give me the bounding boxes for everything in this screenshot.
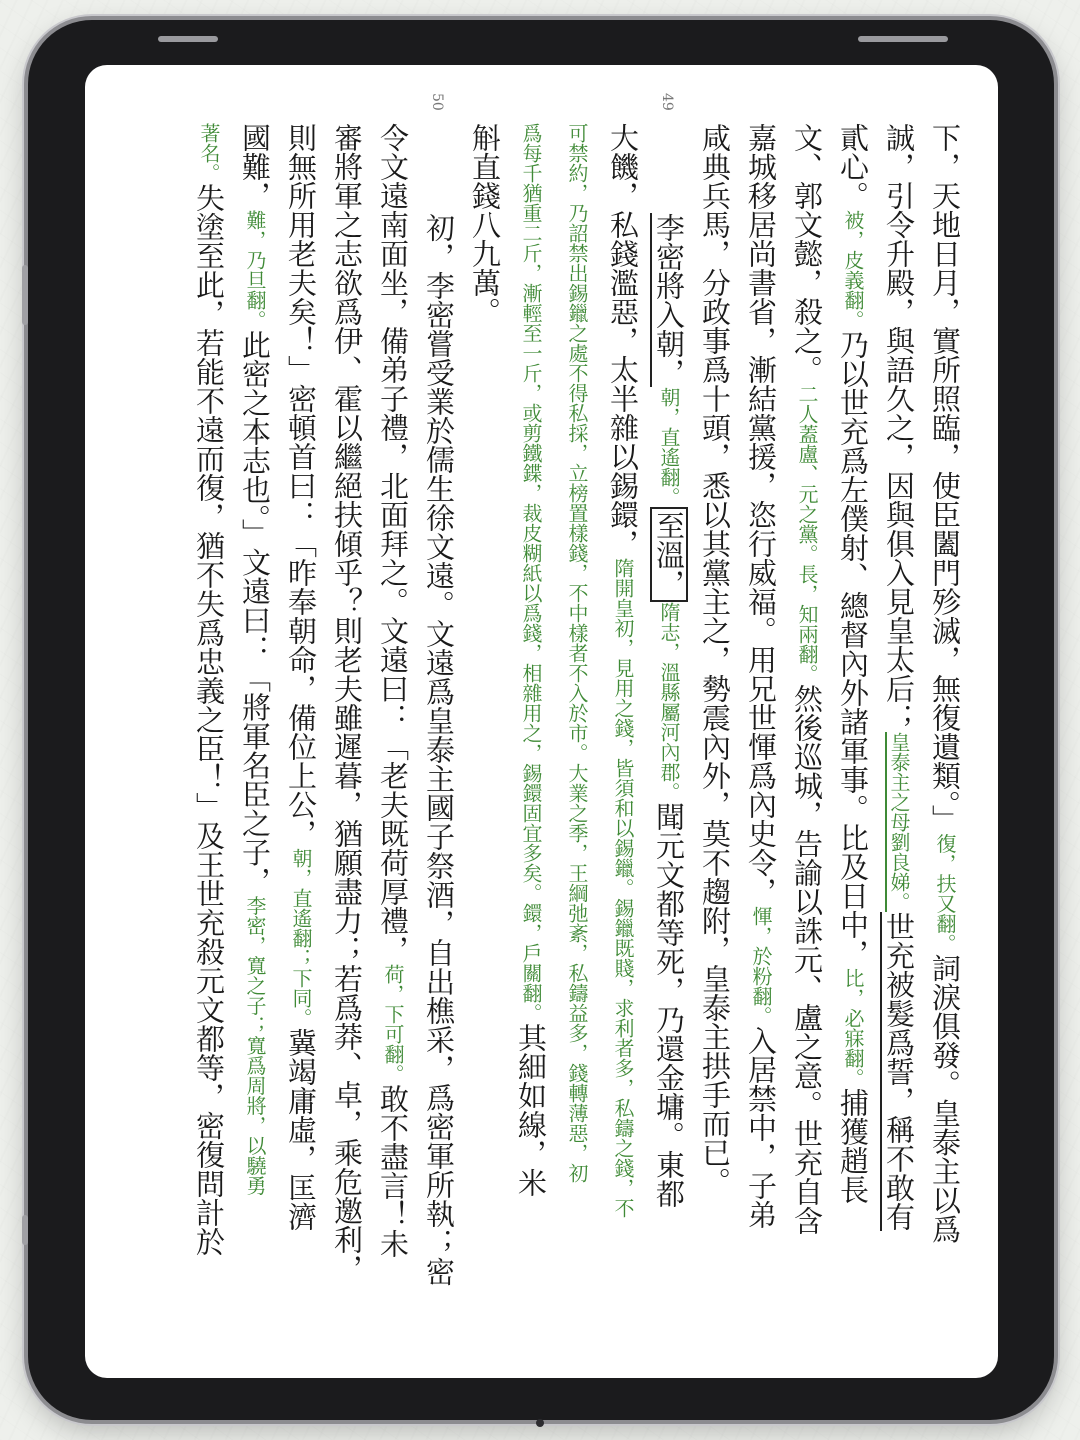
annotation: 朝，直遙翻。	[657, 387, 681, 507]
annotation: 荷，下可翻。	[381, 964, 405, 1084]
text-column: 大饑，私錢濫惡，太半雜以錫鐶，隋開皇初，見用之錢，皆須和以錫鑞。錫鑞既賤，求利者多，私鑄之錢，不	[606, 123, 640, 1218]
annotation: 比，必寐翻。	[841, 968, 865, 1088]
text-column: 嘉城移居尚書省，漸結黨援，恣行威福。用兄世惲爲內史令，惲，於粉翻。入居禁中，子弟	[744, 123, 778, 1229]
text-column: 著名。失塗至此，若能不遠而復，猶不失爲忠義之臣！」及王世充殺元文都等，密復問計於	[192, 123, 226, 1256]
annotation: 著名。	[197, 123, 221, 183]
annotation: 惲，於粉翻。	[749, 906, 773, 1026]
reader-screen[interactable]	[85, 65, 998, 1378]
annotation: 被，皮義翻。	[841, 210, 865, 330]
top-button[interactable]	[158, 36, 218, 42]
paragraph-number: 50	[429, 93, 445, 111]
text-column: 50 初，李密嘗受業於儒生徐文遠。文遠爲皇泰主國子祭酒，自出樵采，爲密軍所執；密	[416, 123, 462, 1313]
paragraph-number: 49	[659, 93, 675, 111]
volume-button[interactable]	[858, 36, 948, 42]
annotation: 二人蓋盧、元之黨。長，知兩翻。	[795, 384, 819, 684]
text-column: 49 李密將入朝，朝，直遙翻。至溫，隋志，溫縣屬河內郡。聞元文都等死，乃還金墉。東都	[646, 123, 692, 1313]
vertical-text-page	[115, 93, 968, 1323]
text-column: 文、郭文懿，殺之。二人蓋盧、元之黨。長，知兩翻。然後巡城，告諭以誅元、盧之意。世充自含	[790, 123, 824, 1235]
annotation: 隋開皇初，見用之錢，皆須和以錫鑞。錫鑞既賤，求利者多，私鑄之錢，不	[611, 558, 635, 1218]
text-column: 下，天地日月，實所照臨，使臣闔門殄滅，無復遺類。」復，扶又翻。詞淚俱發。皇泰主以爲	[928, 123, 962, 1244]
text-column: 誠，引令升殿，與語久之，因與俱入見皇太后；皇泰主之母劉良娣。世充被髮爲誓，稱不敢有	[882, 123, 916, 1231]
text-column: 國難，難，乃旦翻。此密之本志也。」文遠曰：「將軍名臣之子，李密，寬之子；寬爲周將，以驍勇	[238, 123, 272, 1196]
annotation: 皇泰主之母劉良娣。	[887, 732, 911, 912]
annotation: 難，乃旦翻。	[243, 210, 267, 330]
annotation-column: 可禁約，乃詔禁出錫鑞之處不得私採，立榜置樣錢，不中樣者不入於市。大業之季，王綱弛紊，私鑄益多，錢轉薄惡，初	[565, 123, 589, 1183]
annotation: 隋志，溫縣屬河內郡。	[657, 602, 681, 802]
text-column: 審將軍之志欲爲伊、霍以繼絕扶傾乎？則老夫雖遲暮，猶願盡力；若爲莽、卓，乘危邀利，	[330, 123, 364, 1283]
text-column: 貳心。被，皮義翻。乃以世充爲左僕射、總督內外諸軍事。比及日中，比，必寐翻。捕獲趙長	[836, 123, 870, 1204]
annotation: 朝，直遙翻；下同。	[289, 848, 313, 1028]
annotation: 復，扶又翻。	[933, 833, 957, 954]
text-column: 斛直錢八九萬。	[468, 123, 502, 326]
text-column: 令文遠南面坐，備弟子禮，北面拜之。文遠曰：「老夫既荷厚禮，荷，下可翻。敢不盡言！未	[376, 123, 410, 1258]
side-button[interactable]	[22, 265, 28, 325]
annotation-column: 爲每千猶重二斤，漸輕至一斤，或剪鐵鍱，裁皮糊紙以爲錢，相雜用之，錫鐶固宜多矣。鐶，戶關翻。其細如線，米	[514, 123, 548, 1197]
text-column: 則無所用老夫矣！」密頓首曰：「昨奉朝命，備位上公，朝，直遙翻；下同。冀竭庸虛，匡濟	[284, 123, 318, 1231]
text-column: 咸典兵馬，分政事爲十頭，悉以其黨主之，勢震內外，莫不趨附，皇泰主拱手而已。	[698, 123, 732, 1196]
side-connector	[22, 1215, 28, 1245]
camera-dot	[536, 1419, 544, 1427]
annotation: 李密，寬之子；寬爲周將，以驍勇	[243, 895, 267, 1196]
